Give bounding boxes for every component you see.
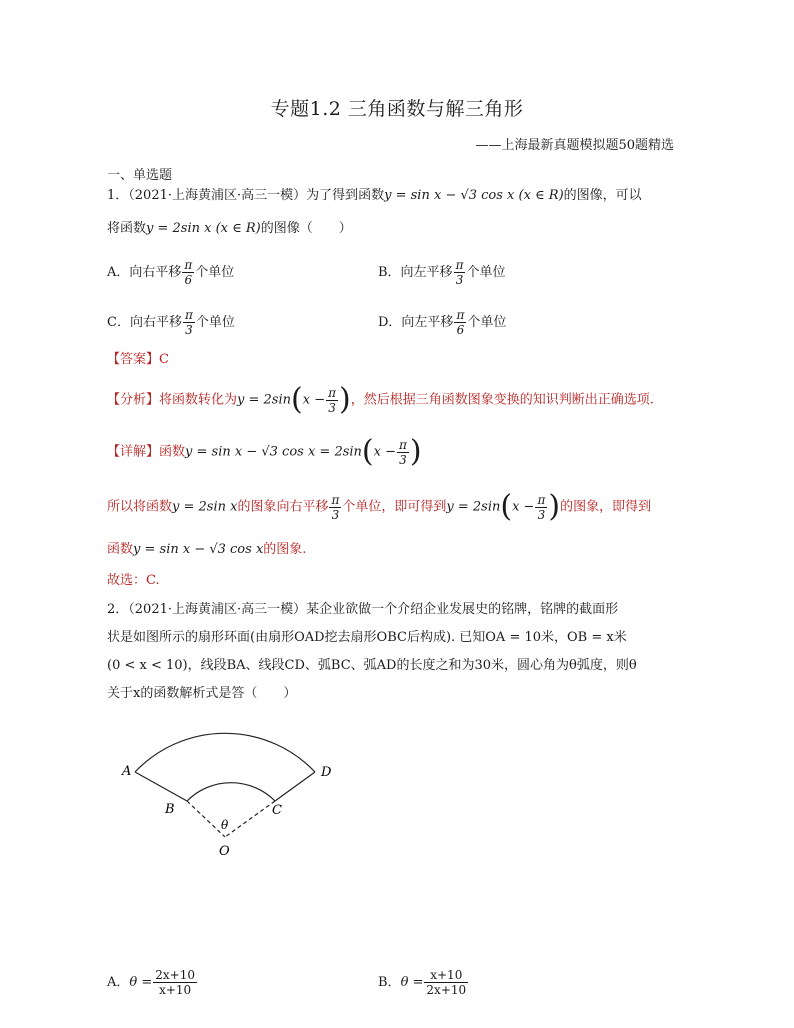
dashed-oc [225,801,275,837]
q1-analysis: 【分析】将函数转化为y = 2sin(x − $\frac{\pi}{3}$ )，然后根据三角函数图象变换的知识判断出正确选项. [107,382,654,417]
q1-option-d: D．向左平移 $\frac{\pi}{6}$ 个单位 [378,308,507,337]
label-o: O [219,844,230,859]
segment-cd [275,772,315,801]
q1-detail-line3: 函数y = sin x − √3 cos x的图象. [107,542,307,557]
page-subtitle: ——上海最新真题模拟题50题精选 [475,138,674,153]
label-b: B [165,802,175,817]
q1-option-a: A．向右平移 $\frac{\pi}{6}$ 个单位 [107,258,235,287]
q2-option-a: A．θ = $\frac{2x+10}{x+10}$ [107,968,195,997]
arc-ad [135,733,315,772]
q2-stem-line1: 2．（2021·上海黄浦区·高三一模）某企业欲做一个介绍企业发展史的铭牌，铭牌的截面形 [107,602,619,617]
sector-ring-figure [110,715,350,865]
q2-option-b: B．θ = $\frac{x+10}{2x+10}$ [378,968,467,997]
q1-option-c: C．向右平移 $\frac{\pi}{3}$ 个单位 [107,308,235,337]
arc-bc [187,783,275,801]
q1-detail: 【详解】函数y = sin x − √3 cos x = 2sin(x − $\frac{\pi}{3}$ ) [107,434,422,469]
q2-stem-line2: 状是如图所示的扇形环面(由扇形OAD挖去扇形OBC后构成). 已知OA = 10米，OB = x米 [107,630,627,645]
q1-stem-line2: 将函数y = 2sin x (x ∈ R)的图像（ ） [107,221,352,236]
q1-pick: 故选：C. [107,573,160,588]
q2-stem-line3: (0 < x < 10)，线段BA、线段CD、弧BC、弧AD的长度之和为30米，圆心角为θ弧度，则θ [107,658,637,673]
q1-stem-line1: 1．（2021·上海黄浦区·高三一模）为了得到函数y = sin x − √3 cos x (x ∈ R)的图像，可以 [107,188,642,203]
q1-answer: 【答案】C [107,352,169,367]
label-a: A [122,764,132,779]
label-d: D [321,765,332,780]
q2-stem-line4: 关于x的函数解析式是答（ ） [107,686,297,701]
label-c: C [272,803,282,818]
dashed-ob [187,801,225,837]
segment-ba [135,772,187,801]
page-title: 专题1.2 三角函数与解三角形 [270,98,524,120]
section-heading: 一、单选题 [107,168,173,183]
label-theta: θ [221,818,229,832]
q1-detail-line2: 所以将函数y = 2sin x的图象向右平移 $\frac{\pi}{3}$ 个单位，即可得到y = 2sin(x − $\frac{\pi}{3}$ )的图象，即得到 [107,489,652,524]
q1-option-b: B．向左平移 $\frac{\pi}{3}$ 个单位 [378,258,506,287]
